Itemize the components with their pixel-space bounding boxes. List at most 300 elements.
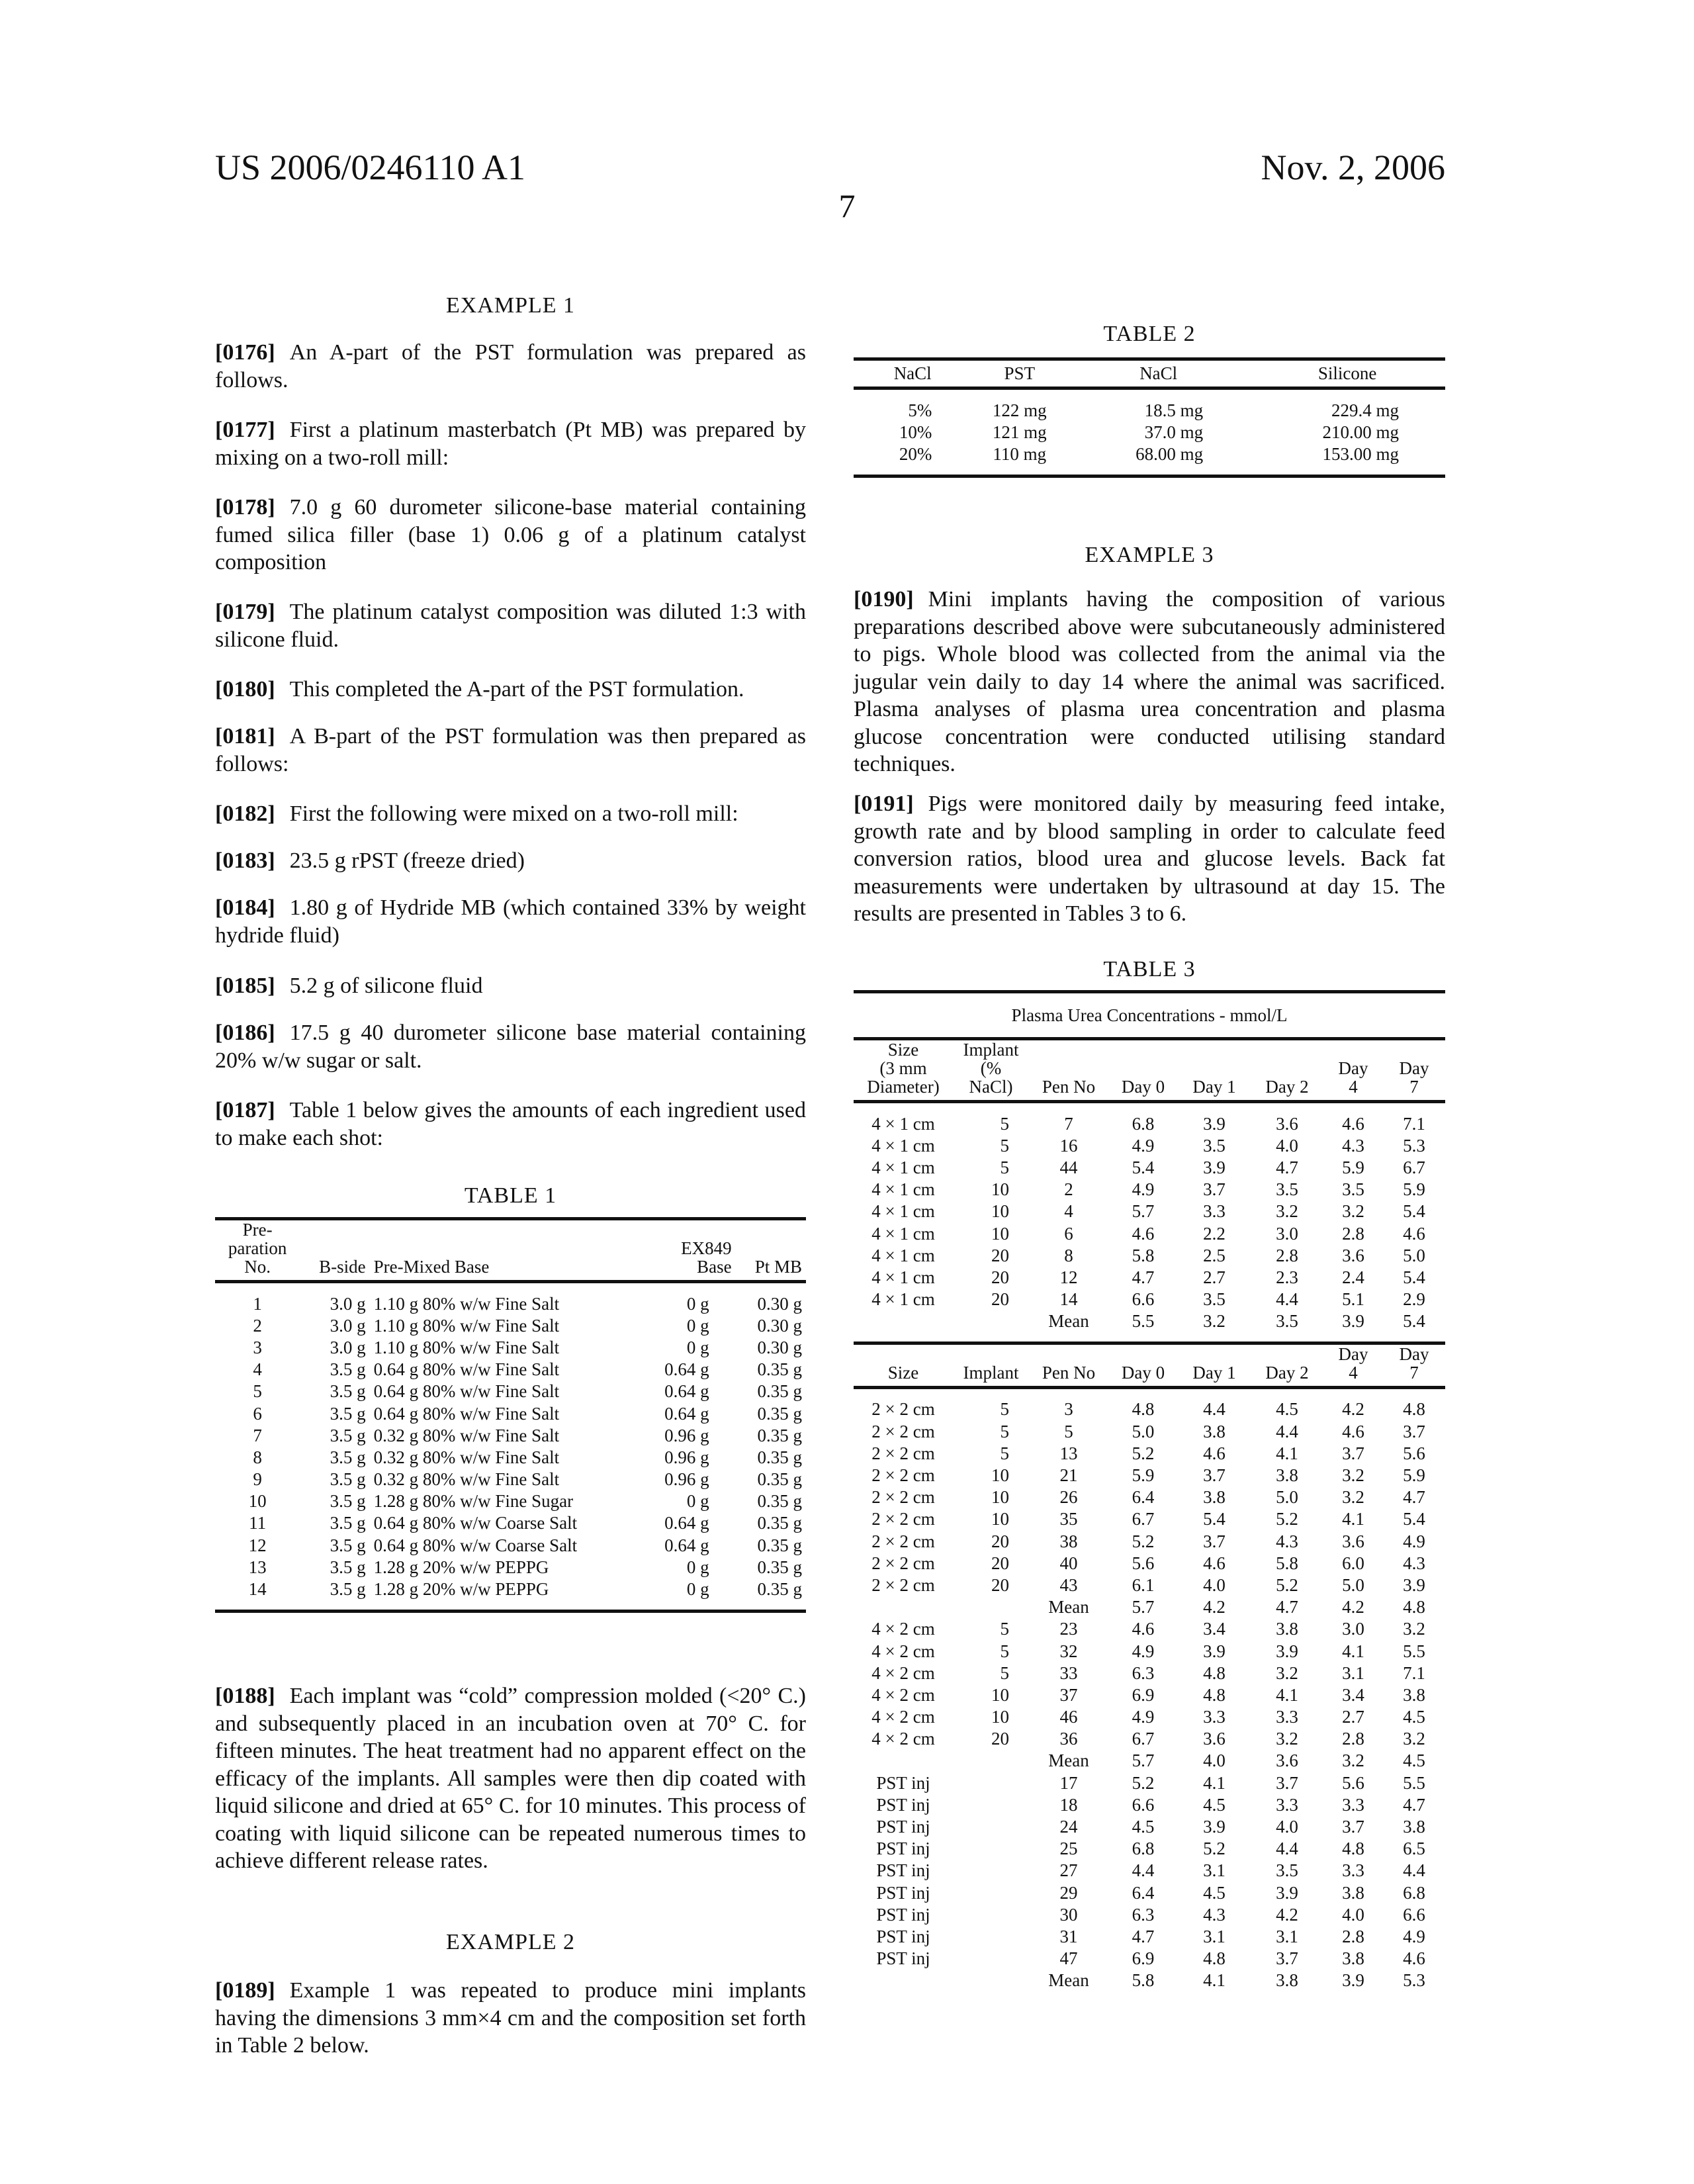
- table-cell: 6.8: [1108, 1838, 1178, 1860]
- table-cell: 5.4: [1383, 1508, 1445, 1530]
- table-cell: 12: [215, 1534, 300, 1556]
- table-cell: 4.4: [1383, 1860, 1445, 1882]
- column-header: Pen No: [1029, 1039, 1108, 1102]
- table-cell: 10: [953, 1508, 1029, 1530]
- table-cell: [854, 1970, 953, 1991]
- paragraph-text: Each implant was “cold” compression molded (<20° C.) and subsequently placed in an incubation oven at 70° C. for fifteen minutes. The heat treatment had no apparent effect on the efficacy of the implants. All samples were then dip coated with liquid silicone and dried at 65° C. for 10 minutes. This process of coating with liquid silicone can be repeated numerous times to achieve different release rates.: [215, 1684, 806, 1873]
- table-row: [854, 1948, 1445, 1970]
- column-header: Day 4: [1323, 1039, 1383, 1102]
- table-cell: 3.4: [1323, 1684, 1383, 1706]
- table-cell: PST inj: [854, 1925, 953, 1947]
- table-cell: 153.00 mg: [1249, 443, 1445, 465]
- table-cell: 3.3: [1323, 1794, 1383, 1815]
- table-row: [854, 1244, 1445, 1266]
- table-cell: 0.35 g: [736, 1381, 806, 1402]
- table-cell: 4.4: [1251, 1420, 1323, 1442]
- table-row: [854, 1815, 1445, 1837]
- spacer: [854, 388, 1445, 400]
- table-cell: 16: [1029, 1134, 1108, 1156]
- table-cell: 3.1: [1178, 1860, 1251, 1882]
- table-cell: 0.32 g 80% w/w Fine Salt: [370, 1424, 640, 1446]
- table-cell: 47: [1029, 1948, 1108, 1970]
- table-cell: 4.7: [1108, 1266, 1178, 1288]
- table-cell: 20: [953, 1574, 1029, 1596]
- table-cell: 0 g: [640, 1578, 736, 1600]
- table-cell: 2.8: [1323, 1728, 1383, 1750]
- table-cell: 3.6: [1323, 1244, 1383, 1266]
- paragraph-number: [0188]: [215, 1684, 275, 1708]
- table-cell: 0.64 g: [640, 1381, 736, 1402]
- table-cell: 30: [1029, 1903, 1108, 1925]
- table-cell: 5.8: [1108, 1970, 1178, 1991]
- column-header: Day 1: [1178, 1343, 1251, 1387]
- table-cell: 1.10 g 80% w/w Fine Salt: [370, 1293, 640, 1314]
- table-row: [215, 1534, 806, 1556]
- table-cell: 4.3: [1178, 1903, 1251, 1925]
- table-cell: 2.7: [1323, 1706, 1383, 1728]
- table-cell: 6.9: [1108, 1684, 1178, 1706]
- table-cell: 6: [215, 1402, 300, 1424]
- table-row: [215, 1578, 806, 1600]
- table-row: [215, 1336, 806, 1358]
- table-cell: 25: [1029, 1838, 1108, 1860]
- table-cell: 3.0 g: [300, 1293, 369, 1314]
- table-cell: 4.2: [1251, 1903, 1323, 1925]
- table-cell: 3.0 g: [300, 1336, 369, 1358]
- table-cell: 4.0: [1323, 1903, 1383, 1925]
- table-cell: 5.6: [1108, 1552, 1178, 1574]
- table-cell: 18.5 mg: [1067, 399, 1249, 421]
- paragraph-number: [0177]: [215, 418, 275, 442]
- table-cell: 4.4: [1251, 1289, 1323, 1310]
- table-cell: [953, 1838, 1029, 1860]
- table-cell: 0.35 g: [736, 1359, 806, 1381]
- table-cell: 3.8: [1251, 1970, 1323, 1991]
- table-cell: 10: [215, 1490, 300, 1512]
- paragraph-0191: [854, 790, 1445, 928]
- table-cell: 5.0: [1108, 1420, 1178, 1442]
- table-cell: 4.5: [1178, 1794, 1251, 1815]
- table-cell: 2 × 2 cm: [854, 1464, 953, 1486]
- table-cell: 5.9: [1108, 1464, 1178, 1486]
- table-row: [215, 1469, 806, 1490]
- table-row: [215, 1490, 806, 1512]
- table-cell: 4.1: [1178, 1970, 1251, 1991]
- table-cell: 4.2: [1323, 1398, 1383, 1420]
- spacer: [854, 1102, 1445, 1113]
- table-cell: 2.4: [1323, 1266, 1383, 1288]
- table-cell: 3.0 g: [300, 1314, 369, 1336]
- table-cell: 5: [953, 1662, 1029, 1684]
- table-cell: PST inj: [854, 1772, 953, 1794]
- table-cell: 6.3: [1108, 1903, 1178, 1925]
- paragraph-text: First a platinum masterbatch (Pt MB) was prepared by mixing on a two-roll mill:: [215, 418, 806, 470]
- table-cell: 4.7: [1251, 1596, 1323, 1618]
- table-cell: 20%: [854, 443, 971, 465]
- table-row: [854, 1838, 1445, 1860]
- table-cell: 0.96 g: [640, 1469, 736, 1490]
- table-cell: 4.6: [1383, 1948, 1445, 1970]
- table-cell: 4.8: [1178, 1662, 1251, 1684]
- table-cell: 4.6: [1383, 1222, 1445, 1244]
- spacer: [854, 1991, 1445, 2001]
- table-cell: 5.8: [1251, 1552, 1323, 1574]
- table-cell: 3.7: [1178, 1530, 1251, 1552]
- table-cell: 2.8: [1323, 1925, 1383, 1947]
- table-cell: 33: [1029, 1662, 1108, 1684]
- table-cell: 3: [1029, 1398, 1108, 1420]
- spacer: [215, 1282, 806, 1293]
- table-cell: 3: [215, 1336, 300, 1358]
- table-cell: 4.8: [1178, 1684, 1251, 1706]
- table-cell: 20: [953, 1289, 1029, 1310]
- table-cell: 4.5: [1178, 1882, 1251, 1903]
- table-cell: PST inj: [854, 1815, 953, 1837]
- table-cell: 0.64 g 80% w/w Fine Salt: [370, 1402, 640, 1424]
- table-cell: 7: [215, 1424, 300, 1446]
- paragraph-number: [0183]: [215, 848, 275, 873]
- table-cell: 5.3: [1383, 1134, 1445, 1156]
- table-cell: 5.2: [1108, 1772, 1178, 1794]
- table-cell: 4.9: [1108, 1706, 1178, 1728]
- table-cell: 4.8: [1108, 1398, 1178, 1420]
- table-cell: 4.4: [1251, 1838, 1323, 1860]
- table-cell: Mean: [1029, 1596, 1108, 1618]
- table-cell: 3.2: [1323, 1486, 1383, 1508]
- table-cell: 5: [953, 1420, 1029, 1442]
- table-cell: 3.1: [1178, 1925, 1251, 1947]
- table-cell: 5.6: [1383, 1442, 1445, 1464]
- table-cell: 4.0: [1251, 1815, 1323, 1837]
- table-cell: 3.5: [1251, 1860, 1323, 1882]
- table-cell: 37.0 mg: [1067, 421, 1249, 443]
- paragraph-number: [0180]: [215, 677, 275, 702]
- table-cell: 4 × 2 cm: [854, 1640, 953, 1662]
- table-cell: [953, 1860, 1029, 1882]
- paragraph-text: 17.5 g 40 durometer silicone base material containing 20% w/w sugar or salt.: [215, 1021, 806, 1073]
- table-cell: 5: [953, 1442, 1029, 1464]
- table-cell: 2.5: [1178, 1244, 1251, 1266]
- table-cell: 3.7: [1178, 1464, 1251, 1486]
- table-cell: 32: [1029, 1640, 1108, 1662]
- table-cell: 3.9: [1251, 1640, 1323, 1662]
- table-cell: 3.8: [1251, 1464, 1323, 1486]
- table-cell: 4.6: [1108, 1618, 1178, 1640]
- table-cell: 3.9: [1178, 1113, 1251, 1134]
- table-cell: 2.7: [1178, 1266, 1251, 1288]
- table-cell: 3.9: [1323, 1310, 1383, 1332]
- table-row: [215, 1381, 806, 1402]
- table-cell: 0.64 g: [640, 1402, 736, 1424]
- table-row: [854, 1156, 1445, 1178]
- table-cell: 3.5: [1251, 1310, 1323, 1332]
- table-cell: 3.5: [1323, 1179, 1383, 1201]
- table-cell: 3.2: [1323, 1201, 1383, 1222]
- table-cell: 0.64 g: [640, 1359, 736, 1381]
- table-cell: 3.7: [1323, 1442, 1383, 1464]
- table-cell: 10: [953, 1684, 1029, 1706]
- table-cell: PST inj: [854, 1903, 953, 1925]
- paragraph-0181: [215, 723, 806, 778]
- table-row: [854, 1398, 1445, 1420]
- table-2: [854, 357, 1445, 478]
- table-cell: 0.30 g: [736, 1336, 806, 1358]
- table-cell: 4 × 1 cm: [854, 1113, 953, 1134]
- table-cell: 5: [953, 1398, 1029, 1420]
- table-cell: 0.64 g: [640, 1512, 736, 1534]
- table-cell: 4.7: [1251, 1156, 1323, 1178]
- column-header: Day 0: [1108, 1039, 1178, 1102]
- table-cell: 20: [953, 1530, 1029, 1552]
- table-cell: 5.5: [1383, 1772, 1445, 1794]
- table-cell: 5: [215, 1381, 300, 1402]
- table-cell: 6.5: [1383, 1838, 1445, 1860]
- table-cell: 0.64 g 80% w/w Fine Salt: [370, 1381, 640, 1402]
- table-cell: 6.8: [1383, 1882, 1445, 1903]
- table-cell: 3.7: [1251, 1948, 1323, 1970]
- table-cell: [953, 1970, 1029, 1991]
- column-header: Size: [854, 1343, 953, 1387]
- column-header: Size (3 mm Diameter): [854, 1039, 953, 1102]
- table-cell: 5.9: [1323, 1156, 1383, 1178]
- column-header: Implant (% NaCl): [953, 1039, 1029, 1102]
- paragraph-0185: [215, 972, 806, 1000]
- table-cell: 1.10 g 80% w/w Fine Salt: [370, 1336, 640, 1358]
- table-cell: 3.5: [1178, 1289, 1251, 1310]
- column-header: Pre-Mixed Base: [370, 1219, 640, 1282]
- table-row: [854, 1728, 1445, 1750]
- table-cell: 3.2: [1178, 1310, 1251, 1332]
- table-cell: 35: [1029, 1508, 1108, 1530]
- table-cell: 5.2: [1178, 1838, 1251, 1860]
- paragraph-text: The platinum catalyst composition was diluted 1:3 with silicone fluid.: [215, 600, 806, 652]
- table-cell: 0.35 g: [736, 1556, 806, 1578]
- table-cell: 3.8: [1251, 1618, 1323, 1640]
- table-cell: 5.9: [1383, 1464, 1445, 1486]
- table-cell: 0.35 g: [736, 1402, 806, 1424]
- table-cell: 122 mg: [971, 399, 1067, 421]
- table-cell: 4.1: [1251, 1684, 1323, 1706]
- table-cell: PST inj: [854, 1838, 953, 1860]
- table-cell: 5.9: [1383, 1179, 1445, 1201]
- table-cell: 6.8: [1108, 1113, 1178, 1134]
- table-cell: 4.5: [1108, 1815, 1178, 1837]
- table-cell: 20: [953, 1266, 1029, 1288]
- paragraph-0183: [215, 847, 806, 875]
- paragraph-0180: [215, 676, 806, 704]
- column-header: Day 7: [1383, 1039, 1445, 1102]
- table-row: [854, 1903, 1445, 1925]
- table-cell: 0.35 g: [736, 1469, 806, 1490]
- table-2-header: [854, 359, 1445, 388]
- spacer: [215, 1600, 806, 1612]
- table-cell: 3.5 g: [300, 1469, 369, 1490]
- paragraph-0189: [215, 1977, 806, 2060]
- paragraph-number: [0187]: [215, 1098, 275, 1122]
- table-cell: 4.7: [1108, 1925, 1178, 1947]
- table-2-title: TABLE 2: [854, 322, 1445, 347]
- table-cell: 13: [1029, 1442, 1108, 1464]
- table-row: [854, 1684, 1445, 1706]
- table-cell: 5.5: [1108, 1310, 1178, 1332]
- table-cell: [953, 1596, 1029, 1618]
- table-cell: 0.96 g: [640, 1446, 736, 1468]
- table-cell: 0.96 g: [640, 1424, 736, 1446]
- table-cell: 4.9: [1108, 1134, 1178, 1156]
- paragraph-0179: [215, 598, 806, 653]
- column-header: Pt MB: [736, 1219, 806, 1282]
- table-cell: 5.4: [1383, 1310, 1445, 1332]
- table-cell: 68.00 mg: [1067, 443, 1249, 465]
- paragraph-number: [0184]: [215, 895, 275, 920]
- table-cell: 3.6: [1251, 1113, 1323, 1134]
- table-cell: 3.5 g: [300, 1424, 369, 1446]
- table-row: [854, 1925, 1445, 1947]
- table-3: [854, 990, 1445, 2001]
- table-cell: 3.6: [1251, 1750, 1323, 1772]
- table-cell: [953, 1903, 1029, 1925]
- paragraph-text: 23.5 g rPST (freeze dried): [290, 848, 525, 873]
- table-cell: 3.0: [1251, 1222, 1323, 1244]
- table-cell: 3.5 g: [300, 1490, 369, 1512]
- table-cell: 3.8: [1383, 1684, 1445, 1706]
- table-row: [215, 1314, 806, 1336]
- table-cell: 3.6: [1178, 1728, 1251, 1750]
- table-cell: 2: [1029, 1179, 1108, 1201]
- table-cell: [854, 1310, 953, 1332]
- table-cell: 0.64 g 80% w/w Coarse Salt: [370, 1534, 640, 1556]
- table-cell: 3.2: [1323, 1464, 1383, 1486]
- paragraph-text: Mini implants having the composition of various preparations described above were subcutaneously administered to pigs. Whole blood was collected from the animal via the jugular vein daily to day 14 where the animal was sacrificed. Plasma analyses of plasma urea concentration and plasma glucose concentration were conducted utilising standard techniques.: [854, 587, 1445, 776]
- paragraph-0190: [854, 586, 1445, 778]
- table-cell: 3.5 g: [300, 1534, 369, 1556]
- table-cell: 121 mg: [971, 421, 1067, 443]
- table-cell: 2 × 2 cm: [854, 1486, 953, 1508]
- table-cell: 3.2: [1251, 1662, 1323, 1684]
- table-cell: 5.8: [1108, 1244, 1178, 1266]
- table-cell: Mean: [1029, 1970, 1108, 1991]
- table-cell: 0.35 g: [736, 1534, 806, 1556]
- table-row: [854, 1222, 1445, 1244]
- table-cell: 0.35 g: [736, 1446, 806, 1468]
- table-cell: [854, 1750, 953, 1772]
- table-row: [854, 1574, 1445, 1596]
- paragraph-0188: [215, 1682, 806, 1875]
- table-cell: 4.1: [1323, 1508, 1383, 1530]
- table-cell: 31: [1029, 1925, 1108, 1947]
- table-cell: 0.64 g 80% w/w Coarse Salt: [370, 1512, 640, 1534]
- column-header: Day 1: [1178, 1039, 1251, 1102]
- table-cell: 0.64 g: [640, 1534, 736, 1556]
- table-cell: 3.0: [1323, 1618, 1383, 1640]
- table-cell: [953, 1750, 1029, 1772]
- table-cell: 2.8: [1323, 1222, 1383, 1244]
- table-row: [854, 1640, 1445, 1662]
- table-cell: 5: [953, 1640, 1029, 1662]
- table-cell: 3.7: [1251, 1772, 1323, 1794]
- table-cell: 0.35 g: [736, 1578, 806, 1600]
- table-row: [854, 1662, 1445, 1684]
- table-cell: [953, 1815, 1029, 1837]
- table-cell: 36: [1029, 1728, 1108, 1750]
- table-cell: 3.8: [1178, 1486, 1251, 1508]
- table-1-header: [215, 1219, 806, 1282]
- table-cell: 3.9: [1178, 1156, 1251, 1178]
- table-cell: 2 × 2 cm: [854, 1508, 953, 1530]
- paragraph-0177: [215, 416, 806, 471]
- table-row: [854, 1530, 1445, 1552]
- table-row: [854, 1618, 1445, 1640]
- table-row: [215, 1402, 806, 1424]
- table-cell: [953, 1882, 1029, 1903]
- table-cell: 2: [215, 1314, 300, 1336]
- paragraph-text: Table 1 below gives the amounts of each ingredient used to make each shot:: [215, 1098, 806, 1150]
- paragraph-text: Pigs were monitored daily by measuring feed intake, growth rate and by blood sampling in order to calculate feed conversion ratios, blood urea and glucose levels. Back fat measurements were undertaken by ultrasound at day 15. The results are presented in Tables 3 to 6.: [854, 792, 1445, 926]
- table-cell: 4 × 2 cm: [854, 1706, 953, 1728]
- table-cell: 26: [1029, 1486, 1108, 1508]
- table-cell: 5.5: [1383, 1640, 1445, 1662]
- table-row: [215, 1556, 806, 1578]
- table-cell: [953, 1310, 1029, 1332]
- table-cell: 37: [1029, 1684, 1108, 1706]
- table-row: [215, 1293, 806, 1314]
- table-cell: PST inj: [854, 1882, 953, 1903]
- table-cell: 4 × 1 cm: [854, 1244, 953, 1266]
- table-cell: 4: [1029, 1201, 1108, 1222]
- table-cell: 0.30 g: [736, 1314, 806, 1336]
- table-cell: 20: [953, 1244, 1029, 1266]
- paragraph-text: 5.2 g of silicone fluid: [290, 974, 483, 998]
- paragraph-number: [0179]: [215, 600, 275, 624]
- patent-number: US 2006/0246110 A1: [215, 147, 525, 188]
- table-cell: 3.5: [1251, 1179, 1323, 1201]
- table-cell: 27: [1029, 1860, 1108, 1882]
- table-cell: 3.9: [1178, 1640, 1251, 1662]
- column-header: NaCl: [1067, 359, 1249, 388]
- table-cell: [953, 1794, 1029, 1815]
- table-cell: 3.3: [1323, 1860, 1383, 1882]
- table-row: [854, 1772, 1445, 1794]
- table-cell: 4.0: [1178, 1750, 1251, 1772]
- spacer: [854, 1332, 1445, 1343]
- table-cell: 7: [1029, 1113, 1108, 1134]
- table-cell: 6.7: [1108, 1728, 1178, 1750]
- table-cell: 0.32 g 80% w/w Fine Salt: [370, 1469, 640, 1490]
- table-3-header-a: [854, 1039, 1445, 1102]
- table-cell: 6.0: [1323, 1552, 1383, 1574]
- table-cell: 5.0: [1251, 1486, 1323, 1508]
- table-row: [215, 1512, 806, 1534]
- spacer: [854, 1387, 1445, 1398]
- paragraph-number: [0190]: [854, 587, 914, 612]
- table-cell: [953, 1772, 1029, 1794]
- column-header: Day 2: [1251, 1039, 1323, 1102]
- paragraph-0178: [215, 494, 806, 576]
- table-row: [215, 1424, 806, 1446]
- table-cell: 4.5: [1251, 1398, 1323, 1420]
- table-cell: 3.6: [1323, 1530, 1383, 1552]
- table-cell: 0 g: [640, 1556, 736, 1578]
- table-row: [854, 1882, 1445, 1903]
- table-cell: 4.6: [1323, 1113, 1383, 1134]
- table-cell: PST inj: [854, 1860, 953, 1882]
- table-cell: 5.2: [1108, 1530, 1178, 1552]
- column-header: Day 4: [1323, 1343, 1383, 1387]
- table-cell: 5%: [854, 399, 971, 421]
- table-cell: 5.2: [1251, 1574, 1323, 1596]
- table-cell: 110 mg: [971, 443, 1067, 465]
- table-cell: 3.5 g: [300, 1402, 369, 1424]
